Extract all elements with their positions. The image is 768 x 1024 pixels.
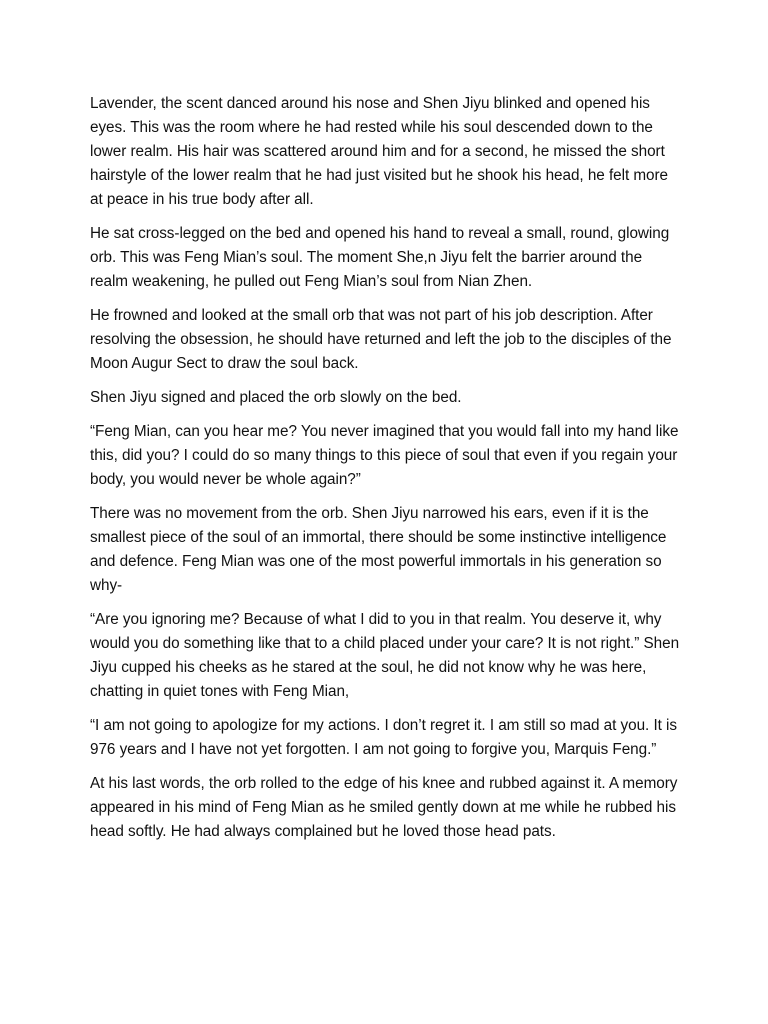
paragraph-3: He frowned and looked at the small orb that was not part of his job description. After resolving the obsession, he should have returned and left the job to the disciples of the Moon Augur Sect to draw the soul back. [90,307,672,372]
paragraph-5: “Feng Mian, can you hear me? You never imagined that you would fall into my hand like this, did you? I could do so many things to this piece of soul that even if you regain your body, you would never be whole again?” [90,423,679,488]
paragraph-7: “Are you ignoring me? Because of what I did to you in that realm. You deserve it, why would you do something like that to a child placed under your care? It is not right.” Shen Jiyu cupped his cheeks as he stared at the soul, he did not know why he was here, chatting in quiet tones with Feng Mian, [90,611,680,700]
document-body [90,92,680,854]
paragraph-2: He sat cross-legged on the bed and opened his hand to reveal a small, round, glowing orb. This was Feng Mian’s soul. The moment She,n Jiyu felt the barrier around the realm weakening, he pulled out Feng Mian’s soul from Nian Zhen. [90,225,670,290]
paragraph-9: At his last words, the orb rolled to the edge of his knee and rubbed against it. A memory appeared in his mind of Feng Mian as he smiled gently down at me while he rubbed his head softly. He had always complained but he loved those head pats. [90,775,678,840]
paragraph-8: “I am not going to apologize for my actions. I don’t regret it. I am still so mad at you. It is 976 years and I have not yet forgotten. I am not going to forgive you, Marquis Feng.” [90,717,677,758]
paragraph-4: Shen Jiyu signed and placed the orb slowly on the bed. [90,389,462,406]
paragraph-6: There was no movement from the orb. Shen Jiyu narrowed his ears, even if it is the smallest piece of the soul of an immortal, there should be some instinctive intelligence and defence. Feng Mian was one of the most powerful immortals in his generation so why- [90,505,667,594]
paragraph-1: Lavender, the scent danced around his nose and Shen Jiyu blinked and opened his eyes. This was the room where he had rested while his soul descended down to the lower realm. His hair was scattered around him and for a second, he missed the short hairstyle of the lower realm that he had just visited but he shook his head, he felt more at peace in his true body after all. [90,95,669,208]
